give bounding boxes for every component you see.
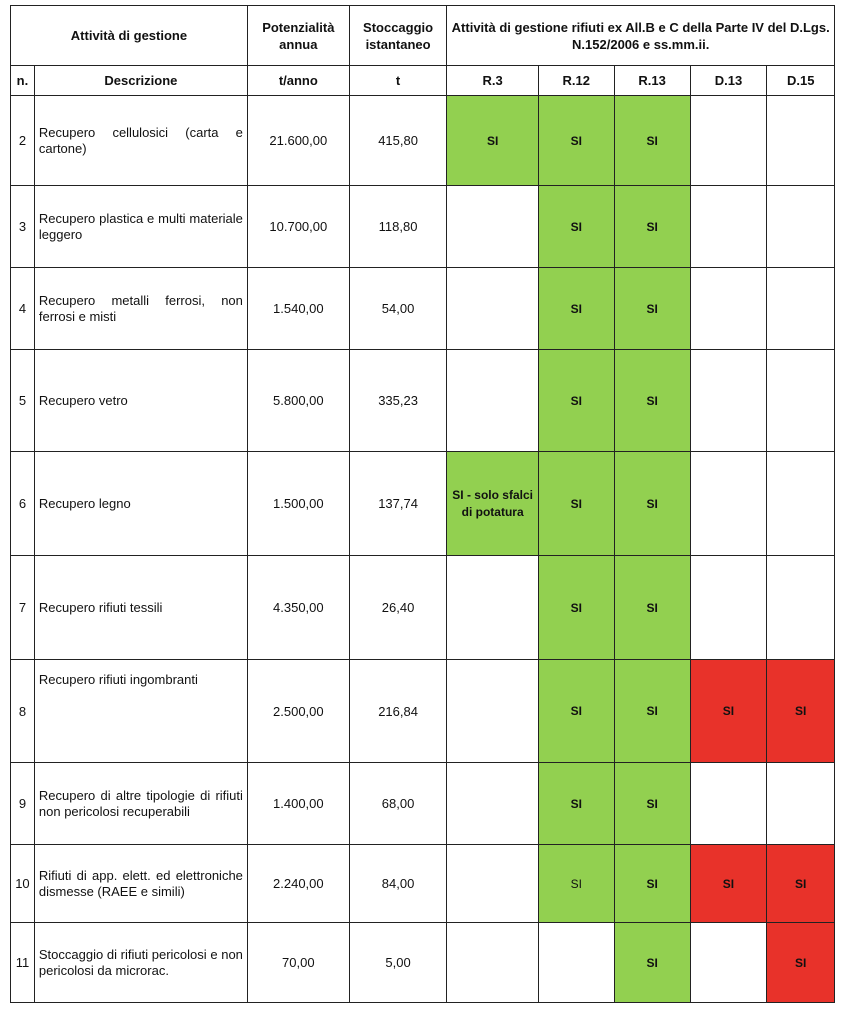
r12-flag: SI (538, 763, 614, 845)
d13-flag: SI (690, 845, 767, 923)
d15-flag (767, 186, 835, 268)
row-number: 7 (11, 556, 35, 660)
header-row (11, 6, 835, 66)
d15-flag: SI (767, 923, 835, 1003)
table-row (11, 186, 835, 268)
table-row (11, 660, 835, 763)
row-capacity: 1.400,00 (247, 763, 349, 845)
table-row (11, 556, 835, 660)
capacity-unit-header: t/anno (247, 66, 349, 96)
r13-flag: SI (614, 452, 690, 556)
row-number: 4 (11, 268, 35, 350)
r3-flag: SI - solo sfalci di potatura (447, 452, 538, 556)
activity-group-header: Attività di gestione (11, 6, 248, 66)
row-number: 6 (11, 452, 35, 556)
row-number: 9 (11, 763, 35, 845)
r13-flag: SI (614, 350, 690, 452)
row-storage: 118,80 (349, 186, 447, 268)
d13-flag (690, 268, 767, 350)
row-storage: 54,00 (349, 268, 447, 350)
row-storage: 415,80 (349, 96, 447, 186)
d15-flag: SI (767, 845, 835, 923)
row-description: Recupero rifiuti tessili (34, 556, 247, 660)
d13-flag (690, 186, 767, 268)
row-description: Rifiuti di app. elett. ed elettroniche dismesse (RAEE e simili) (34, 845, 247, 923)
row-storage: 26,40 (349, 556, 447, 660)
capacity-header: Potenzialità annua (247, 6, 349, 66)
op-header-d13: D.13 (690, 66, 767, 96)
r3-flag (447, 556, 538, 660)
row-description: Recupero plastica e multi materiale leggero (34, 186, 247, 268)
d15-flag (767, 96, 835, 186)
row-number: 11 (11, 923, 35, 1003)
row-capacity: 10.700,00 (247, 186, 349, 268)
op-header-d15: D.15 (767, 66, 835, 96)
op-header-r12: R.12 (538, 66, 614, 96)
r13-flag: SI (614, 186, 690, 268)
row-description: Stoccaggio di rifiuti pericolosi e non pericolosi da microrac. (34, 923, 247, 1003)
r12-flag: SI (538, 452, 614, 556)
row-storage: 137,74 (349, 452, 447, 556)
table-row (11, 268, 835, 350)
row-capacity: 21.600,00 (247, 96, 349, 186)
waste-activities-table (10, 5, 835, 1003)
r12-flag: SI (538, 660, 614, 763)
d15-flag (767, 763, 835, 845)
row-description: Recupero vetro (34, 350, 247, 452)
row-number: 3 (11, 186, 35, 268)
r13-flag: SI (614, 923, 690, 1003)
r3-flag (447, 268, 538, 350)
operations-header: Attività di gestione rifiuti ex All.B e C della Parte IV del D.Lgs. N.152/2006 e ss.mm.ii. (447, 6, 835, 66)
table-row (11, 763, 835, 845)
row-storage: 68,00 (349, 763, 447, 845)
d13-flag (690, 452, 767, 556)
r12-flag: SI (538, 268, 614, 350)
r3-flag: SI (447, 96, 538, 186)
r12-flag: SI (538, 350, 614, 452)
row-number: 5 (11, 350, 35, 452)
d15-flag: SI (767, 660, 835, 763)
r12-flag: SI (538, 96, 614, 186)
d15-flag (767, 350, 835, 452)
r3-flag (447, 350, 538, 452)
r13-flag: SI (614, 660, 690, 763)
row-storage: 216,84 (349, 660, 447, 763)
storage-header: Stoccaggio istantaneo (349, 6, 447, 66)
r3-flag (447, 845, 538, 923)
r12-flag: SI (538, 845, 614, 923)
op-header-r3: R.3 (447, 66, 538, 96)
row-number: 2 (11, 96, 35, 186)
d13-flag: SI (690, 660, 767, 763)
r3-flag (447, 763, 538, 845)
r3-flag (447, 660, 538, 763)
table-row (11, 923, 835, 1003)
table-row (11, 452, 835, 556)
r12-flag: SI (538, 556, 614, 660)
table-row (11, 845, 835, 923)
row-number: 10 (11, 845, 35, 923)
row-description: Recupero legno (34, 452, 247, 556)
table-row (11, 96, 835, 186)
row-description: Recupero di altre tipologie di rifiuti non pericolosi recuperabili (34, 763, 247, 845)
row-description: Recupero rifiuti ingombranti (34, 660, 247, 763)
op-header-r13: R.13 (614, 66, 690, 96)
n-header: n. (11, 66, 35, 96)
row-capacity: 2.240,00 (247, 845, 349, 923)
r13-flag: SI (614, 556, 690, 660)
d13-flag (690, 350, 767, 452)
d15-flag (767, 268, 835, 350)
d13-flag (690, 763, 767, 845)
storage-unit-header: t (349, 66, 447, 96)
r13-flag: SI (614, 96, 690, 186)
row-capacity: 1.540,00 (247, 268, 349, 350)
r13-flag: SI (614, 268, 690, 350)
d13-flag (690, 556, 767, 660)
row-capacity: 70,00 (247, 923, 349, 1003)
description-header: Descrizione (34, 66, 247, 96)
row-capacity: 1.500,00 (247, 452, 349, 556)
d15-flag (767, 452, 835, 556)
table-row (11, 350, 835, 452)
row-capacity: 5.800,00 (247, 350, 349, 452)
r13-flag: SI (614, 763, 690, 845)
r3-flag (447, 186, 538, 268)
r12-flag (538, 923, 614, 1003)
d15-flag (767, 556, 835, 660)
row-capacity: 4.350,00 (247, 556, 349, 660)
row-storage: 335,23 (349, 350, 447, 452)
d13-flag (690, 923, 767, 1003)
row-description: Recupero cellulosici (carta e cartone) (34, 96, 247, 186)
row-storage: 5,00 (349, 923, 447, 1003)
row-description: Recupero metalli ferrosi, non ferrosi e misti (34, 268, 247, 350)
row-storage: 84,00 (349, 845, 447, 923)
r12-flag: SI (538, 186, 614, 268)
subheader-row (11, 66, 835, 96)
r13-flag: SI (614, 845, 690, 923)
row-capacity: 2.500,00 (247, 660, 349, 763)
r3-flag (447, 923, 538, 1003)
row-number: 8 (11, 660, 35, 763)
d13-flag (690, 96, 767, 186)
